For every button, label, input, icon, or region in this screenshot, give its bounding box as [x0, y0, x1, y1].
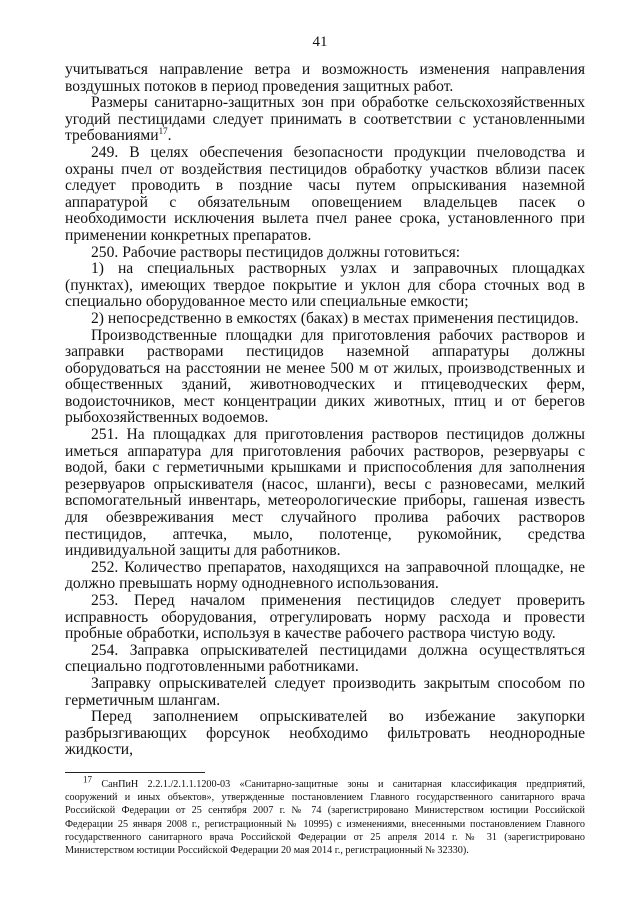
paragraph-250-item-2: 2) непосредственно в емкостях (баках) в местах применения пестицидов.	[91, 309, 579, 327]
paragraph-251: 251. На площадках для приготовления растворов пестицидов должны иметься аппаратура для приготовления рабочих растворов, резервуары с водой, баки с герметичными крышками и приспособления для заполнения резервуаров опрыскивателя (насос, шланги), весы с разновесами, мелкий вспомогательный инвентарь, метеорологические приборы, гашеная известь для обезвреживания мест случайного пролива рабочих растворов пестицидов, аптечка, мыло, полотенце, рукомойник, средства индивидуальной защиты для работников.	[65, 426, 585, 560]
footnote-divider	[65, 772, 205, 773]
paragraph-production-sites: Производственные площадки для приготовления рабочих растворов и заправки растворами пестицидов наземной аппаратуры должны оборудоваться на расстоянии не менее 500 м от жилых, производственных и общественных зданий, животноводческих и птицеводческих ферм, водоисточников, мест концентрации диких животных, птиц и от берегов рыбохозяйственных водоемов.	[65, 326, 585, 427]
footnote-marker: 17	[83, 774, 92, 785]
paragraph-253: 253. Перед началом применения пестицидов следует проверить исправность оборудования, отрегулировать норму расхода и провести пробные обработки, используя в качестве рабочего раствора чистую воду.	[65, 592, 585, 643]
paragraph-continuation: учитываться направление ветра и возможность изменения направления воздушных потоков в период проведения защитных работ.	[65, 61, 585, 95]
paragraph-254: 254. Заправка опрыскивателей пестицидами должна осуществляться специально подготовленными работниками.	[65, 641, 585, 676]
page-number: 41	[312, 34, 328, 50]
paragraph-refueling: Заправку опрыскивателей следует производить закрытым способом по герметичным шлангам.	[65, 674, 585, 709]
paragraph-250-item-1: 1) на специальных растворных узлах и заправочных площадках (пунктах), имеющих твердое покрытие и уклон для сбора сточных вод в специально оборудованное место или специальные емкости;	[65, 260, 585, 311]
footnote-text: СанПиН 2.2.1./2.1.1.1200-03 «Санитарно-защитные зоны и санитарная классификация предприятий, сооружений и иных объектов», утвержденные постановлением Главного государственного санитарного врача Российской Федерации от 25 сентября 2007 г. № 74 (зарегистрировано Министерством юстиции Российской Федерации 25 января 2008 г., регистрационный № 10995) с изменениями, внесенными постановлением Главного государственного санитарного врача Российской Федерации от 25 апреля 2014 г. № 31 (зарегистрировано Министерством юстиции Российской Федерации 20 мая 2014 г., регистрационный № 32330).	[65, 779, 585, 857]
footnote-reference[interactable]: 17	[158, 126, 168, 137]
footnote	[65, 774, 585, 857]
paragraph-sanitary-zones: Размеры санитарно-защитных зон при обработке сельскохозяйственных угодий пестицидами следует принимать в соответствии с установленными требованиями$^{17}$.	[65, 94, 585, 145]
paragraph-sanitary-zones-text: Размеры санитарно-защитных зон при обработке сельскохозяйственных угодий пестицидами следует принимать в соответствии с установленными требованиями	[65, 94, 585, 145]
paragraph-250: 250. Рабочие растворы пестицидов должны готовиться:	[91, 243, 461, 261]
paragraph-249: 249. В целях обеспечения безопасности продукции пчеловодства и охраны пчел от воздействия пестицидов обработку участков вблизи пасек следует проводить в поздние часы путем опрыскивания наземной аппаратурой с обязательным оповещением владельцев пасек о необходимости исключения вылета пчел ранее срока, установленного при применении конкретных препаратов.	[65, 143, 585, 244]
main-text	[65, 62, 585, 759]
paragraph-filling: Перед заполнением опрыскивателей во избежание закупорки разбрызгивающих форсунок необходимо фильтровать неоднородные жидкости,	[65, 708, 585, 759]
paragraph-252: 252. Количество препаратов, находящихся на заправочной площадке, не должно превышать норму однодневного использования.	[65, 558, 585, 593]
